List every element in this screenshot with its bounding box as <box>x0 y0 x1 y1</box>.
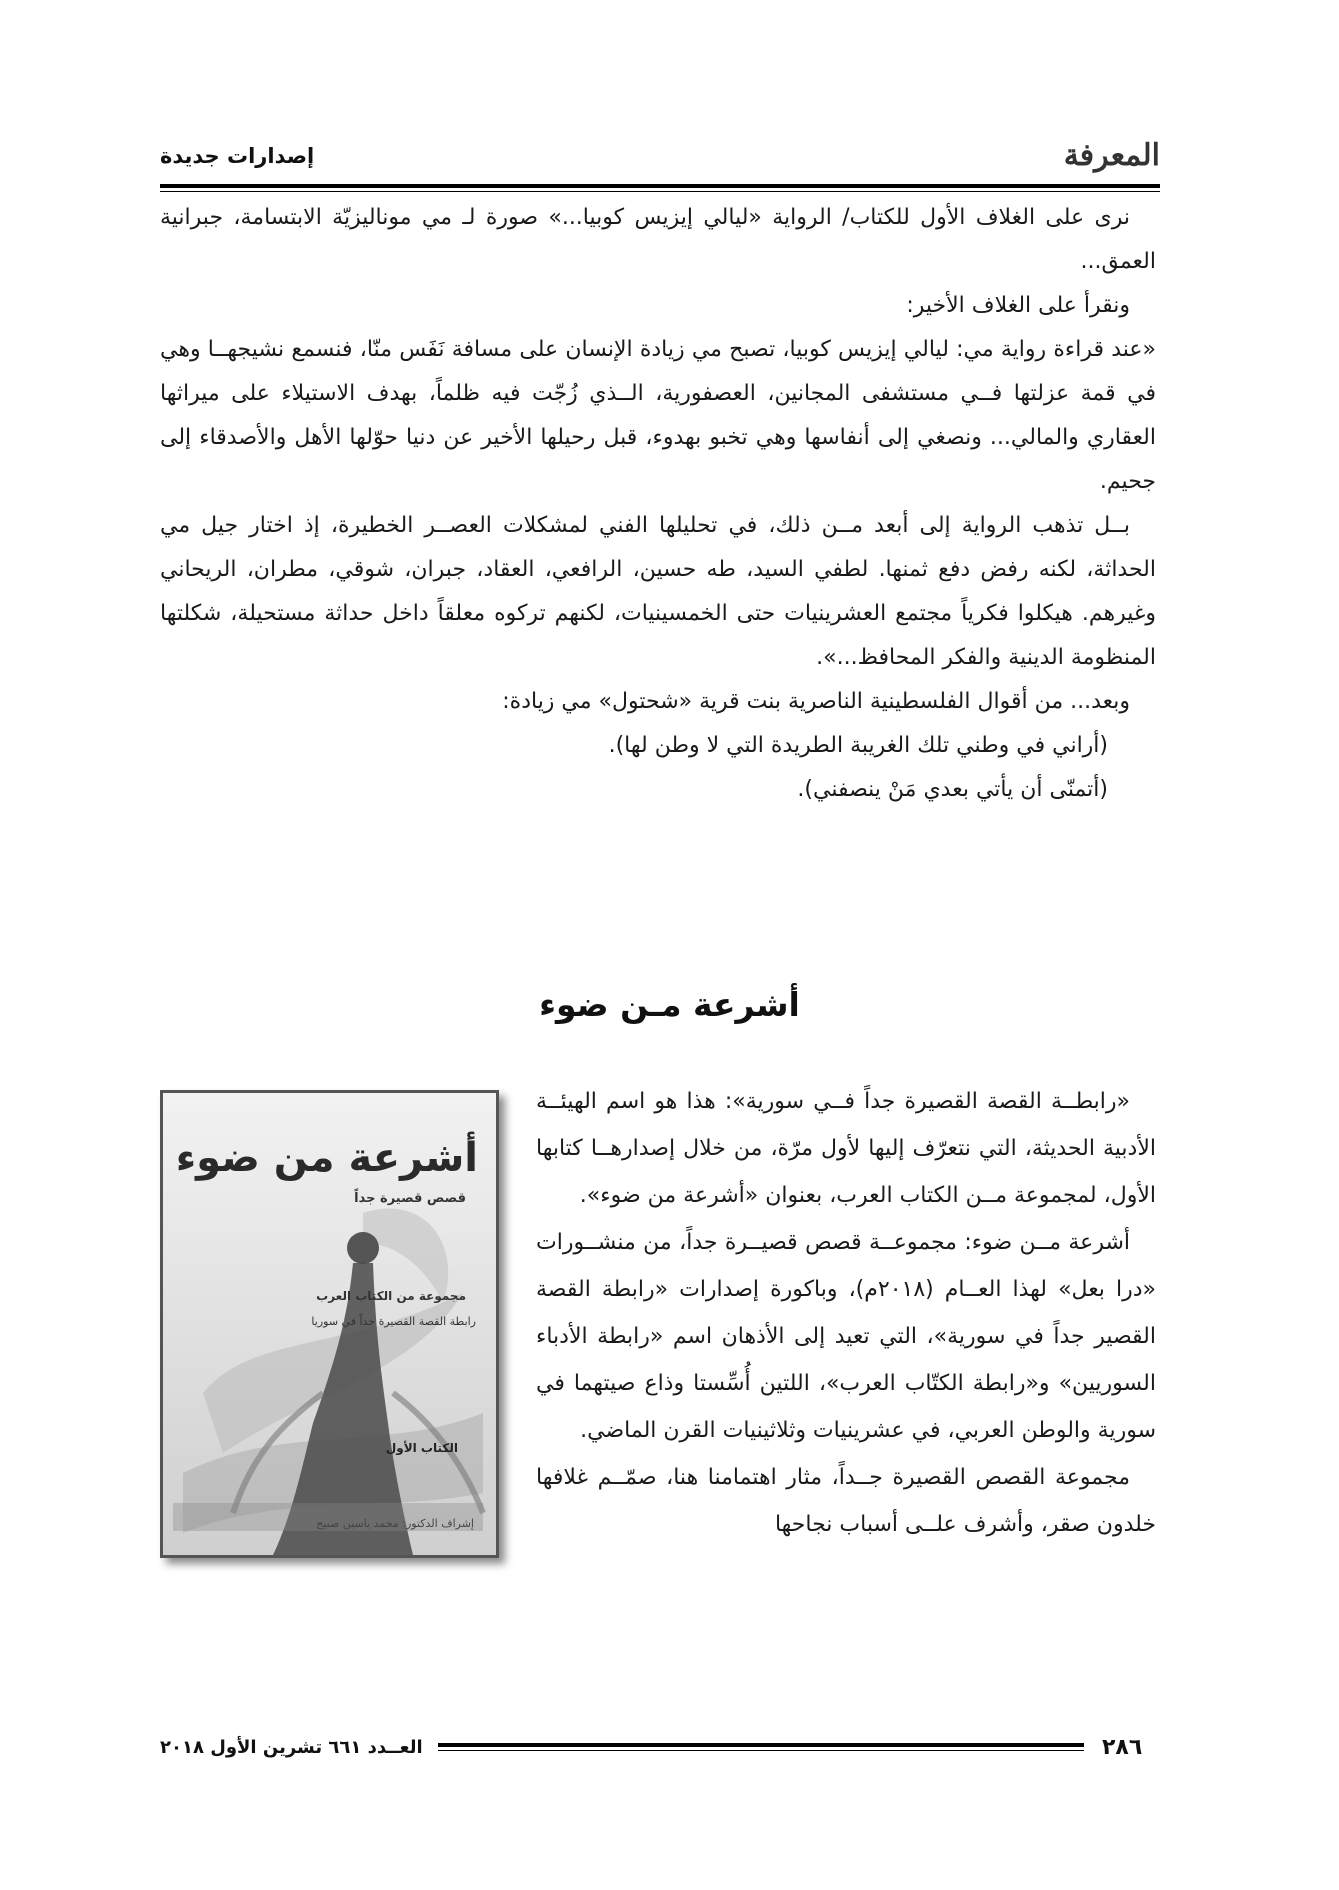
cover-publisher: رابطة القصة القصيرة جداً في سوريا <box>311 1315 476 1328</box>
section-title: أشرعة مـن ضوء <box>539 985 800 1024</box>
page-header <box>160 130 1160 190</box>
paragraph: نرى على الغلاف الأول للكتاب/ الرواية «ليالي إيزيس كوبيا...» صورة لـ مي موناليزيّة الابتسامة، جبرانية العمق... <box>160 205 1156 274</box>
cover-subtitle: قصص قصيرة جداً <box>354 1191 466 1206</box>
cover-volume: الكتاب الأول <box>385 1441 458 1455</box>
book-cover-image <box>160 1090 499 1558</box>
header-divider <box>160 184 1160 188</box>
cover-title: أشرعة من ضوء <box>175 1135 478 1181</box>
cover-authors: مجموعة من الكتاب العرب <box>316 1289 466 1303</box>
page-number: ٢٨٦ <box>1102 1735 1143 1760</box>
paragraph: بــل تذهب الرواية إلى أبعد مــن ذلك، في تحليلها الفني لمشكلات العصــر الخطيرة، إذ اختار جيل مي الحداثة، لكنه رفض دفع ثمنها. لطفي السيد، طه حسين، الرافعي، العقاد، جبران، شوقي، مطران، الريحاني وغيرهم. هيكلوا فكرياً مجتمع العشرينيات حتى الخمسينيات، لكنهم تركوه معلقاً داخل حداثة مستحيلة، شكلتها المنظومة الدينية والفكر المحافظ...». <box>160 513 1156 670</box>
quote-line: (أراني في وطني تلك الغريبة الطريدة التي لا وطن لها). <box>608 733 1108 758</box>
paragraph: مجموعة القصص القصيرة جــداً، مثار اهتمامنا هنا، صمّــم غلافها خلدون صقر، وأشرف علــى أسباب نجاحها <box>536 1465 1156 1537</box>
issue-info: العــدد ٦٦١ تشرين الأول ٢٠١٨ <box>160 1737 423 1758</box>
review-column <box>536 1078 1156 1548</box>
magazine-logo: المعرفة <box>1063 138 1160 173</box>
paragraph: «عند قراءة رواية مي: ليالي إيزيس كوبيا، تصبح مي زيادة الإنسان على مسافة نَفَس منّا، فنسمع نشيجهــا وهي في قمة عزلتها فــي مستشفى المجانين، العصفورية، الــذي زُجّت فيه ظلماً، بهدف الاستيلاء على ميراثها العقاري والمالي... ونصغي إلى أنفاسها وهي تخبو بهدوء، قبل رحيلها الأخير عن دنيا حوّلها الأهل والأصدقاء إلى جحيم. <box>160 337 1156 494</box>
paragraph: ونقرأ على الغلاف الأخير: <box>906 293 1130 318</box>
footer-divider <box>438 1743 1084 1747</box>
article-body <box>160 196 1156 812</box>
paragraph: «رابطــة القصة القصيرة جداً فــي سورية»: هذا هو اسم الهيئــة الأدبية الحديثة، التي نتعرّف إليها لأول مرّة، من خلال إصدارهــا كتابها الأول، لمجموعة مــن الكتاب العرب، بعنوان «أشرعة من ضوء». <box>536 1089 1156 1208</box>
footer-divider-thin <box>438 1750 1084 1751</box>
paragraph: أشرعة مــن ضوء: مجموعــة قصص قصيــرة جداً، من منشــورات «درا بعل» لهذا العــام (٢٠١٨م)، وباكورة إصدارات «رابطة القصة القصير جداً في سورية»، التي تعيد إلى الأذهان اسم «رابطة الأدباء السوريين» و«رابطة الكتّاب العرب»، اللتين أُسِّستا وذاع صيتهما في سورية والوطن العربي، في عشرينيات وثلاثينيات القرن الماضي. <box>536 1230 1156 1443</box>
section-name: إصدارات جديدة <box>160 144 315 168</box>
cover-supervisor: إشراف الدكتور: محمد ياسين صبيح <box>316 1517 474 1530</box>
header-divider-thin <box>160 191 1160 192</box>
quote-line: (أتمنّى أن يأتي بعدي مَنْ ينصفني). <box>797 777 1108 802</box>
paragraph: وبعد... من أقوال الفلسطينية الناصرية بنت قرية «شحتول» مي زيادة: <box>502 689 1130 714</box>
